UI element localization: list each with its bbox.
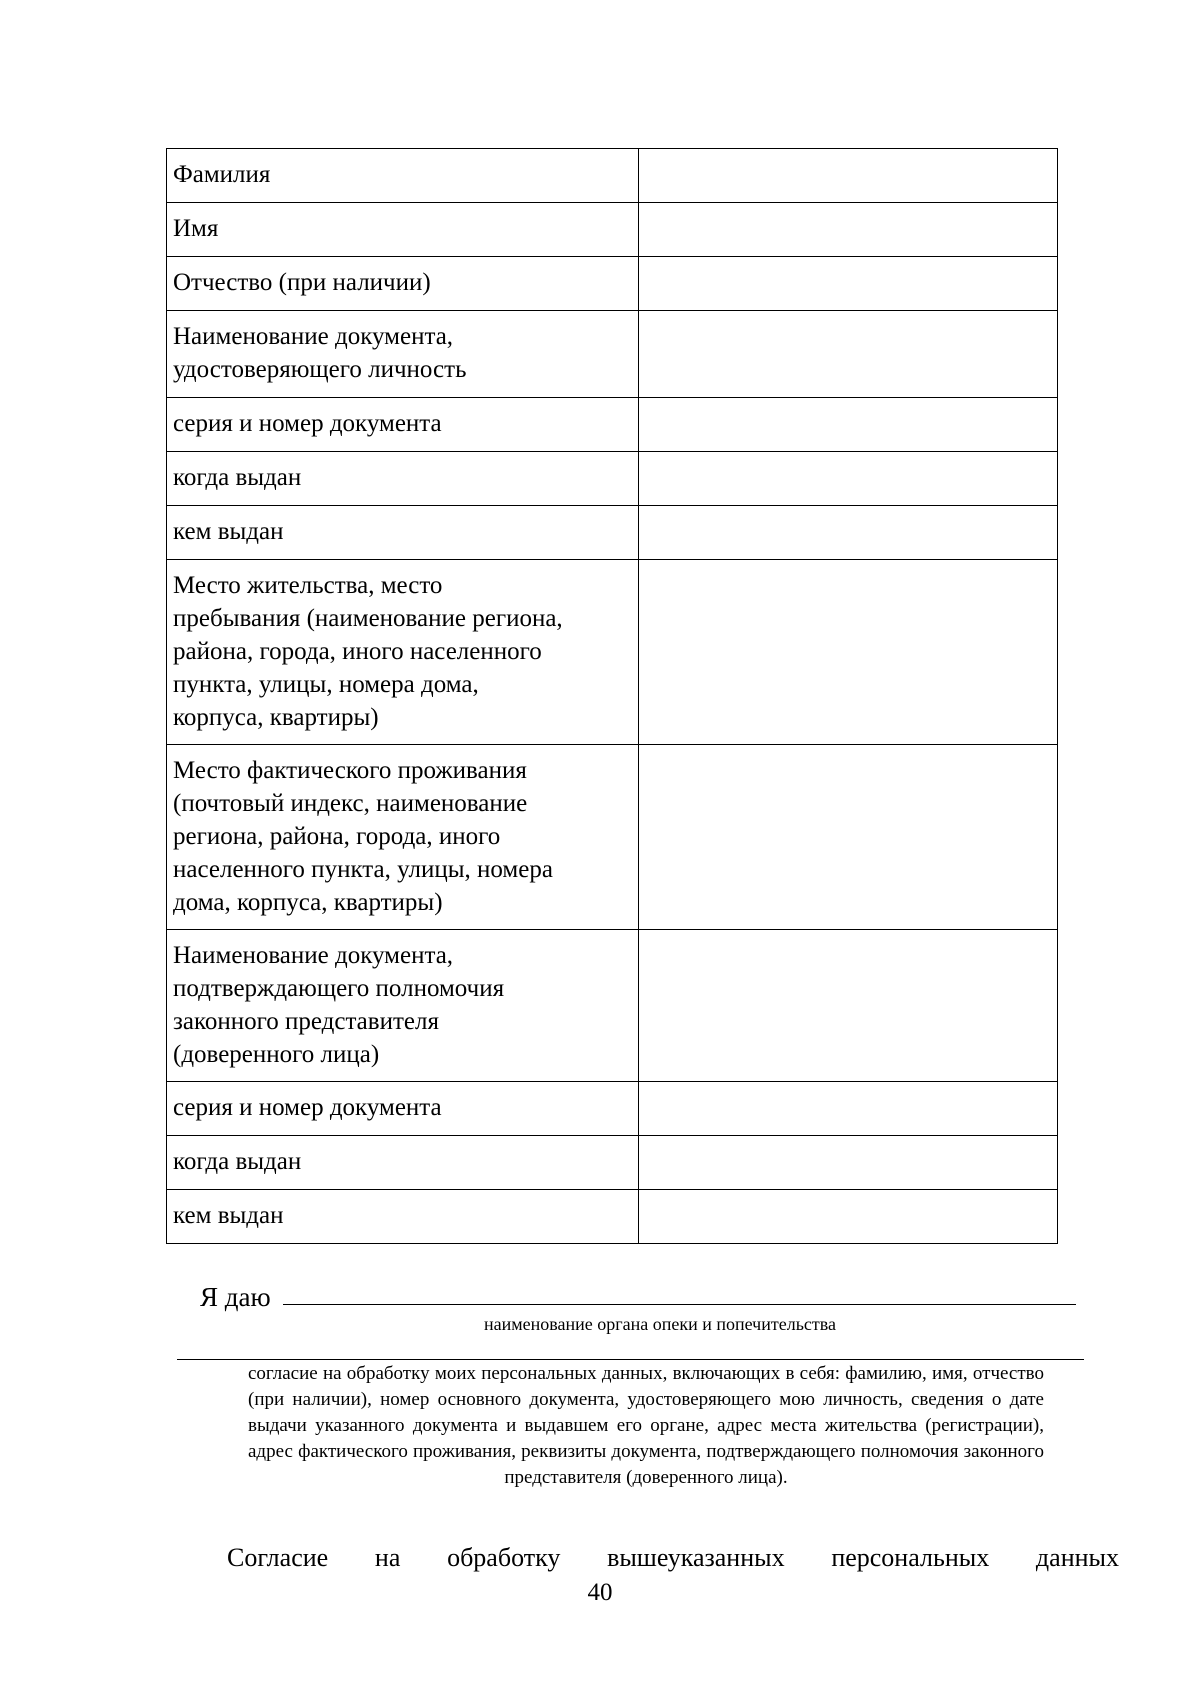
form-row-label: когда выдан (167, 452, 639, 506)
form-row-value-cell[interactable] (639, 745, 1058, 930)
form-row (167, 745, 1058, 930)
final-line-word: на (374, 1543, 401, 1572)
final-line-word: Согласие (227, 1543, 329, 1572)
form-row-value-cell[interactable] (639, 1082, 1058, 1136)
consent-prefix: Я даю (200, 1282, 271, 1312)
form-row-value-cell[interactable] (639, 1190, 1058, 1244)
form-row (167, 1190, 1058, 1244)
form-row (167, 257, 1058, 311)
form-row (167, 203, 1058, 257)
form-row (167, 452, 1058, 506)
form-row-label: Фамилия (167, 149, 639, 203)
form-row-label: когда выдан (167, 1136, 639, 1190)
final-line-word: персональных (831, 1543, 990, 1572)
form-row-label: Имя (167, 203, 639, 257)
form-row-value-cell[interactable] (639, 506, 1058, 560)
form-row (167, 149, 1058, 203)
form-row-value-cell[interactable] (639, 452, 1058, 506)
form-row-label: кем выдан (167, 1190, 639, 1244)
form-row-label: Наименование документа, удостоверяющего личность (167, 311, 639, 398)
consent-statement (200, 1282, 271, 1312)
form-row (167, 398, 1058, 452)
form-row-value-cell[interactable] (639, 203, 1058, 257)
form-row (167, 1136, 1058, 1190)
form-row-value-cell[interactable] (639, 398, 1058, 452)
form-row (167, 560, 1058, 745)
form-row-label: Место жительства, место пребывания (наименование региона, района, города, иного населенного пункта, улицы, номера дома, корпуса, квартиры) (167, 560, 639, 745)
final-line-word: вышеуказанных (607, 1543, 785, 1572)
form-row-value-cell[interactable] (639, 257, 1058, 311)
form-row-label: Наименование документа, подтверждающего полномочия законного представителя (доверенного лица) (167, 930, 639, 1082)
form-row-value-cell[interactable] (639, 149, 1058, 203)
page-number: 40 (587, 1579, 613, 1606)
organ-name-fill-line (283, 1304, 1076, 1305)
form-row (167, 1082, 1058, 1136)
form-row-value-cell[interactable] (639, 560, 1058, 745)
personal-data-table-body (167, 149, 1058, 1244)
form-row-label: кем выдан (167, 506, 639, 560)
form-row-value-cell[interactable] (639, 311, 1058, 398)
form-row (167, 506, 1058, 560)
form-row (167, 930, 1058, 1082)
consent-paragraph: согласие на обработку моих персональных данных, включающих в себя: фамилию, имя, отчество (при наличии), номер основного документа, удостоверяющего мою личность, сведения о дате выдачи указанного документа и выдавшем его органе, адрес места жительства (регистрации), адрес фактического проживания, реквизиты документа, подтверждающего полномочия законного представителя (доверенного лица). (248, 1363, 1044, 1488)
final-line-word: обработку (447, 1543, 561, 1572)
form-row-label: Место фактического проживания (почтовый индекс, наименование региона, района, города, иного населенного пункта, улицы, номера дома, корпуса, квартиры) (167, 745, 639, 930)
form-row-value-cell[interactable] (639, 1136, 1058, 1190)
consent-final-line (227, 1542, 1119, 1574)
personal-data-table (166, 148, 1058, 1244)
form-row-label: Отчество (при наличии) (167, 257, 639, 311)
form-row-label: серия и номер документа (167, 1082, 639, 1136)
organ-name-caption: наименование органа опеки и попечительства (483, 1314, 837, 1334)
organ-name-continuation-line (177, 1359, 1084, 1360)
form-row-value-cell[interactable] (639, 930, 1058, 1082)
final-line-word: данных (1035, 1543, 1119, 1572)
form-row (167, 311, 1058, 398)
form-row-label: серия и номер документа (167, 398, 639, 452)
